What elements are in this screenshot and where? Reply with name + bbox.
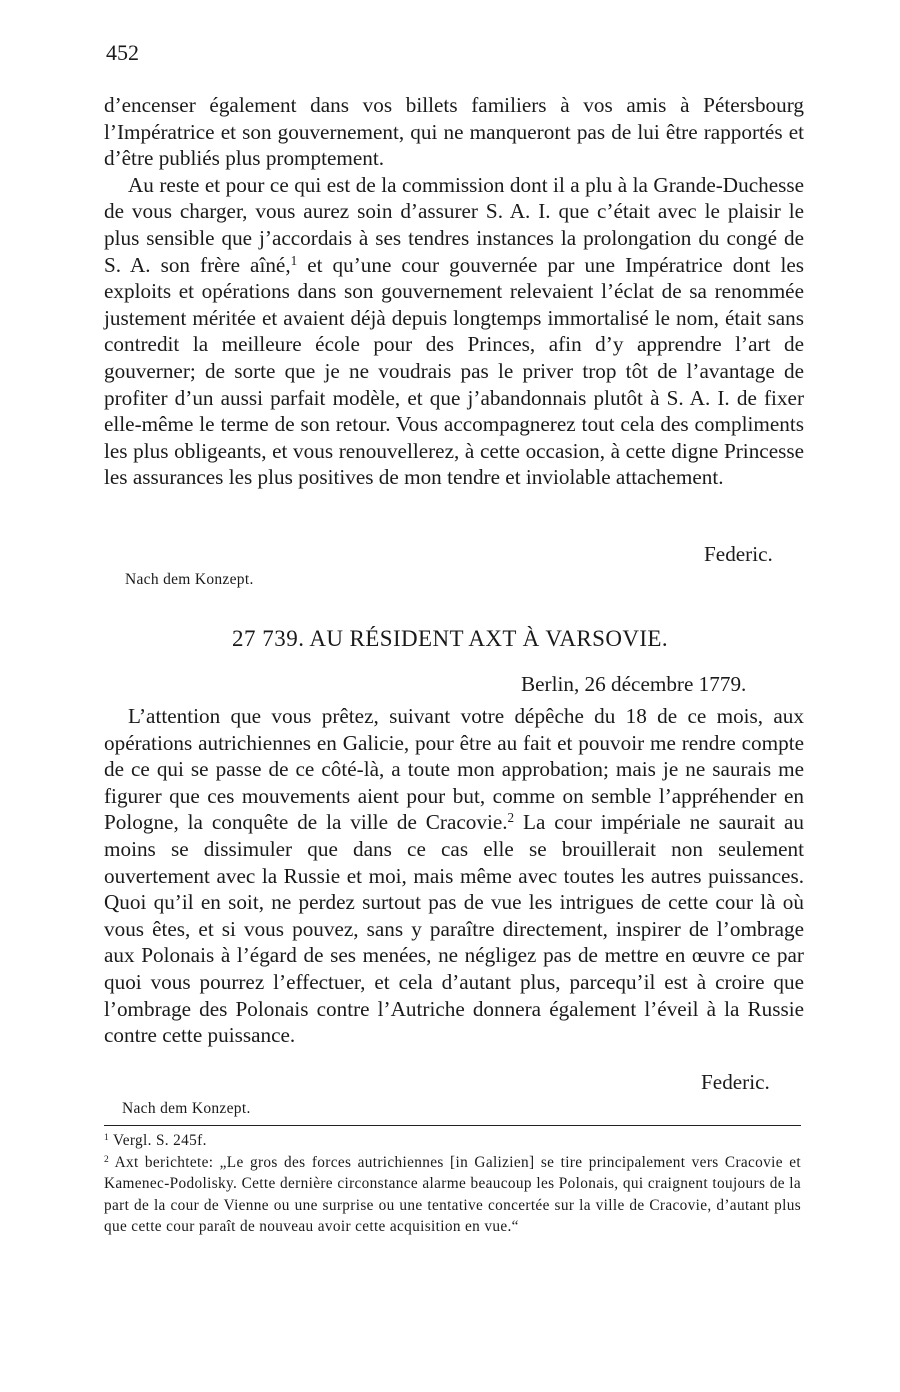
footnote [104, 1152, 801, 1238]
footnote-ref: 1 [290, 252, 298, 268]
footnote-mark: 1 [104, 1132, 110, 1143]
footnote-text: Axt berichtete: „Le gros des forces autrichiennes [in Galizien] se tire principalement vers Cracovie et Kamenec-Podolisky. Cette dernière circonstance alarme beaucoup les Polonais, qui craignent toujours de la part de la cour de Vienne ou une surprise ou une tentative concertée sur la ville de Cracovie, d’autant plus que cette cour paraît de nouveau avoir cette acquisition en vue.“ [104, 1153, 801, 1235]
paragraph [104, 172, 804, 491]
letter-2-body [104, 703, 804, 1049]
signature: Federic. [704, 542, 773, 566]
source-note: Nach dem Konzept. [122, 1100, 251, 1117]
letter-1-body [104, 92, 804, 491]
text-run: L’attention que vous prêtez, suivant votre dépêche du 18 de ce mois, aux opérations autrichiennes en Galicie, pour être au fait et pouvoir me rendre compte de ce qui se passe de ce côté-là, a toute mon approbation; mais je ne saurais me figurer que ces mouvements aient pour but, comme on semble l’appréhender en Pologne, la conquête de la ville de Cracovie. [104, 704, 804, 835]
footnote-ref: 2 [507, 810, 515, 826]
footnote-mark: 2 [104, 1154, 110, 1165]
footnote [104, 1130, 801, 1152]
text-run: et qu’une cour gouvernée par une Impératrice dont les exploits et opérations dans son gouvernement relevaient l’éclat de sa renommée justement méritée et avaient déjà depuis longtemps immortalisé le nom, était sans contredit la meilleure école pour des Princes, afin d’y apprendre l’art de gouverner; de sorte que je ne voudrais pas le priver trop tôt de l’avantage de profiter d’un aussi parfait modèle, et que j’abandonnais plutôt à S. A. I. de fixer elle-même le terme de son retour. Vous accompagnerez tout cela des compliments les plus obligeants, et vous renouvellerez, à cette occasion, à cette digne Princesse les assurances les plus positives de mon tendre et inviolable attachement. [104, 252, 804, 490]
letter-title: AU RÉSIDENT AXT À VARSOVIE. [309, 626, 668, 651]
letter-number: 27 739. [232, 626, 305, 651]
letter-heading [0, 626, 900, 652]
signature: Federic. [701, 1070, 770, 1094]
footnote-text: Vergl. S. 245f. [113, 1132, 207, 1149]
footnotes [104, 1130, 801, 1238]
text-run: La cour impériale ne saurait au moins se dissimuler que dans ce cas elle se brouillerait non seulement ouvertement avec la Russie et moi, mais même avec toutes les autres puissances. Quoi qu’il en soit, ne perdez surtout pas de vue les intrigues de cette cour là où vous êtes, et si vous pouvez, sans y paraître directement, inspirer de l’ombrage aux Polonais à l’égard de ses menées, ne négligez pas de mettre en œuvre ce par quoi vous pourrez l’effectuer, et cela d’autant plus, parcequ’il est à croire que l’ombrage des Polonais contre l’Autriche donnera également l’éveil à la Russie contre cette puissance. [104, 810, 804, 1048]
paragraph: d’encenser également dans vos billets familiers à vos amis à Pétersbourg l’Impératrice et son gouvernement, qui ne manqueront pas de lui être rapportés et d’être publiés plus promptement. [104, 93, 804, 171]
source-note: Nach dem Konzept. [125, 571, 254, 588]
paragraph [104, 703, 804, 1049]
page-number: 452 [106, 40, 139, 65]
dateline: Berlin, 26 décembre 1779. [521, 672, 747, 696]
text-run: Au reste et pour ce qui est de la commission dont il a plu à la Grande-Duchesse de vous charger, vous aurez soin d’assurer S. A. I. que c’était avec le plaisir le plus sensible que j’accordais à ses tendres instances la prolongation du congé de S. A. son frère aîné, [104, 172, 804, 277]
footnote-rule [104, 1125, 801, 1126]
